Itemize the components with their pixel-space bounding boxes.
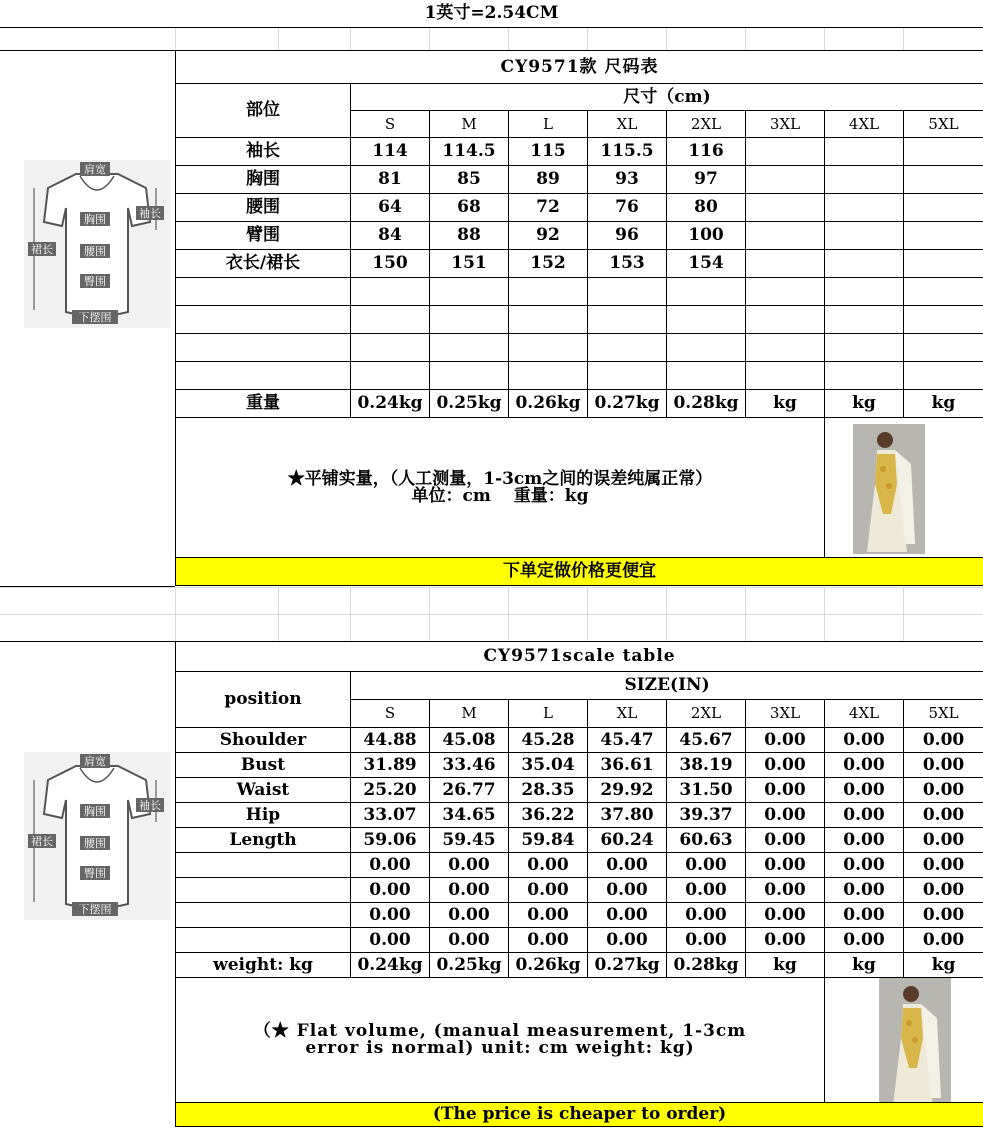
weight-cell: kg [904, 390, 983, 418]
row-label: 臂围 [176, 222, 351, 250]
table-cell: 153 [588, 250, 667, 278]
table-cell: 0.00 [509, 903, 588, 928]
table-cell: 0.00 [746, 828, 825, 853]
table-cell: 0.00 [825, 828, 904, 853]
table-cell [904, 194, 983, 222]
en-table-title: CY9571scale table [176, 642, 983, 672]
table-cell: 0.00 [746, 728, 825, 753]
empty-cell [746, 306, 825, 334]
table-row [176, 853, 983, 878]
table-cell: 0.00 [430, 903, 509, 928]
diagram-hip-label: 臀围 [84, 275, 106, 288]
size-header-cell: S [351, 700, 430, 728]
diagram-hem-label: 下摆围 [78, 903, 112, 916]
dress-measurement-diagram-en [24, 752, 170, 920]
cn-size-header: 尺寸（cm) [351, 84, 983, 111]
en-order-banner: (The price is cheaper to order) [176, 1103, 983, 1127]
table-cell: 60.24 [588, 828, 667, 853]
weight-cell: 0.24kg [351, 953, 430, 978]
table-cell: 0.00 [904, 878, 983, 903]
table-cell: 36.61 [588, 753, 667, 778]
table-cell: 0.00 [904, 753, 983, 778]
table-row [176, 166, 983, 194]
table-cell: 96 [588, 222, 667, 250]
table-cell: 81 [351, 166, 430, 194]
diagram-shoulder-label: 肩宽 [84, 163, 106, 176]
table-cell: 0.00 [825, 728, 904, 753]
diagram-shoulder-label: 肩宽 [84, 755, 106, 768]
table-cell: 0.00 [430, 878, 509, 903]
table-row [176, 803, 983, 828]
table-cell: 0.00 [667, 878, 746, 903]
cn-table-title: CY9571款 尺码表 [176, 51, 983, 84]
table-row [176, 728, 983, 753]
table-row [176, 222, 983, 250]
en-product-photo-cell [825, 978, 983, 1103]
weight-cell: kg [825, 953, 904, 978]
table-cell: 0.00 [746, 753, 825, 778]
row-label [176, 878, 351, 903]
diagram-skirt-label: 裙长 [31, 243, 53, 256]
empty-row [176, 362, 983, 390]
table-cell [904, 222, 983, 250]
weight-cell: 0.26kg [509, 390, 588, 418]
table-cell: 0.00 [509, 878, 588, 903]
table-cell: 0.00 [588, 853, 667, 878]
table-cell: 0.00 [825, 753, 904, 778]
table-cell [825, 138, 904, 166]
table-cell: 44.88 [351, 728, 430, 753]
table-cell [904, 166, 983, 194]
table-cell: 114 [351, 138, 430, 166]
cn-measurement-note [176, 418, 825, 558]
empty-cell [667, 362, 746, 390]
table-cell [904, 138, 983, 166]
empty-cell [351, 362, 430, 390]
empty-cell [430, 334, 509, 362]
table-cell: 0.00 [588, 903, 667, 928]
size-header-cell: 2XL [667, 700, 746, 728]
weight-cell: 0.24kg [351, 390, 430, 418]
table-cell: 114.5 [430, 138, 509, 166]
table-cell: 150 [351, 250, 430, 278]
table-cell: 26.77 [430, 778, 509, 803]
empty-cell [904, 278, 983, 306]
table-cell: 0.00 [509, 853, 588, 878]
cn-position-header: 部位 [176, 84, 351, 138]
table-cell: 0.00 [351, 853, 430, 878]
table-cell: 0.00 [904, 803, 983, 828]
empty-cell [509, 362, 588, 390]
table-cell: 0.00 [588, 878, 667, 903]
table-cell: 0.00 [825, 803, 904, 828]
table-cell: 0.00 [825, 928, 904, 953]
table-row [176, 753, 983, 778]
empty-cell [430, 278, 509, 306]
row-label: Shoulder [176, 728, 351, 753]
table-cell: 0.00 [825, 878, 904, 903]
empty-cell [351, 334, 430, 362]
table-row [176, 194, 983, 222]
weight-cell: 0.28kg [667, 953, 746, 978]
table-cell: 45.67 [667, 728, 746, 753]
empty-row [176, 334, 983, 362]
table-cell [825, 222, 904, 250]
table-cell: 36.22 [509, 803, 588, 828]
table-row [176, 138, 983, 166]
empty-cell [430, 306, 509, 334]
row-label: 袖长 [176, 138, 351, 166]
table-cell: 0.00 [667, 928, 746, 953]
table-cell [746, 138, 825, 166]
size-header-cell: 3XL [746, 111, 825, 138]
table-cell: 0.00 [351, 878, 430, 903]
size-header-cell: XL [588, 700, 667, 728]
empty-cell [509, 334, 588, 362]
dress-measurement-diagram [24, 160, 170, 328]
table-cell: 0.00 [351, 928, 430, 953]
table-cell: 31.89 [351, 753, 430, 778]
empty-cell [825, 306, 904, 334]
table-cell [825, 250, 904, 278]
en-note-line2: error is normal) unit: cm weight: kg) [305, 1038, 695, 1058]
table-cell: 0.00 [904, 928, 983, 953]
table-cell: 0.00 [667, 853, 746, 878]
table-cell [825, 166, 904, 194]
table-cell: 80 [667, 194, 746, 222]
row-label: Waist [176, 778, 351, 803]
table-cell: 115.5 [588, 138, 667, 166]
en-measurement-note [176, 978, 825, 1103]
table-cell: 0.00 [667, 903, 746, 928]
empty-cell [176, 306, 351, 334]
diagram-waist-label: 腰围 [84, 837, 106, 850]
table-cell: 34.65 [430, 803, 509, 828]
table-cell: 59.45 [430, 828, 509, 853]
table-cell: 72 [509, 194, 588, 222]
empty-cell [904, 334, 983, 362]
row-label: 胸围 [176, 166, 351, 194]
table-cell: 0.00 [825, 853, 904, 878]
empty-cell [746, 334, 825, 362]
diagram-chest-label: 胸围 [84, 805, 106, 818]
row-label: 腰围 [176, 194, 351, 222]
size-header-cell: S [351, 111, 430, 138]
table-cell: 37.80 [588, 803, 667, 828]
en-size-header: SIZE(IN) [351, 672, 983, 700]
table-cell: 39.37 [667, 803, 746, 828]
table-cell: 89 [509, 166, 588, 194]
weight-cell: 0.25kg [430, 953, 509, 978]
table-cell: 100 [667, 222, 746, 250]
size-header-cell: 3XL [746, 700, 825, 728]
weight-cell: 0.25kg [430, 390, 509, 418]
diagram-sleeve-label: 袖长 [139, 799, 161, 812]
row-label: Bust [176, 753, 351, 778]
weight-cell: 0.28kg [667, 390, 746, 418]
table-row [176, 778, 983, 803]
size-header-cell: 2XL [667, 111, 746, 138]
table-cell: 0.00 [904, 728, 983, 753]
table-cell: 33.07 [351, 803, 430, 828]
table-cell: 35.04 [509, 753, 588, 778]
empty-cell [588, 334, 667, 362]
empty-cell [746, 278, 825, 306]
cn-note-line1: ★平铺实量，（人工测量，1-3cm之间的误差纯属正常） [287, 468, 713, 489]
table-cell: 0.00 [904, 778, 983, 803]
table-row [176, 828, 983, 853]
table-cell: 0.00 [430, 928, 509, 953]
empty-cell [588, 278, 667, 306]
empty-cell [176, 362, 351, 390]
table-cell: 115 [509, 138, 588, 166]
empty-cell [825, 278, 904, 306]
row-label: Length [176, 828, 351, 853]
table-cell: 45.08 [430, 728, 509, 753]
table-cell: 84 [351, 222, 430, 250]
size-header-cell: 5XL [904, 111, 983, 138]
row-label [176, 928, 351, 953]
table-cell: 33.46 [430, 753, 509, 778]
product-photo [853, 424, 925, 554]
empty-row [176, 278, 983, 306]
en-position-header: position [176, 672, 351, 728]
table-cell: 68 [430, 194, 509, 222]
table-cell [746, 166, 825, 194]
diagram-hip-label: 臀围 [84, 867, 106, 880]
cn-product-photo-cell [825, 418, 983, 558]
weight-label: 重量 [176, 390, 351, 418]
row-label [176, 903, 351, 928]
size-header-cell: L [509, 700, 588, 728]
table-cell: 0.00 [746, 928, 825, 953]
table-cell: 64 [351, 194, 430, 222]
weight-cell: kg [746, 953, 825, 978]
size-header-cell: 4XL [825, 700, 904, 728]
empty-cell [588, 306, 667, 334]
table-row [176, 878, 983, 903]
weight-label: weight: kg [176, 953, 351, 978]
diagram-sleeve-label: 袖长 [139, 207, 161, 220]
cn-note-line2: 单位：cm 重量：kg [411, 485, 589, 506]
table-cell: 0.00 [746, 803, 825, 828]
empty-cell [746, 362, 825, 390]
table-cell: 0.00 [509, 928, 588, 953]
empty-cell [904, 306, 983, 334]
weight-cell: 0.26kg [509, 953, 588, 978]
table-cell: 97 [667, 166, 746, 194]
table-cell: 152 [509, 250, 588, 278]
empty-cell [588, 362, 667, 390]
cn-order-banner: 下单定做价格更便宜 [176, 558, 983, 586]
empty-cell [176, 278, 351, 306]
empty-cell [509, 306, 588, 334]
table-cell: 45.28 [509, 728, 588, 753]
table-cell: 85 [430, 166, 509, 194]
empty-cell [667, 306, 746, 334]
table-cell: 0.00 [825, 903, 904, 928]
table-cell [746, 194, 825, 222]
size-header-cell: L [509, 111, 588, 138]
size-header-cell: 4XL [825, 111, 904, 138]
empty-row [176, 306, 983, 334]
product-photo [879, 978, 951, 1103]
table-cell: 0.00 [746, 778, 825, 803]
table-cell: 59.84 [509, 828, 588, 853]
size-header-cell: 5XL [904, 700, 983, 728]
diagram-waist-label: 腰围 [84, 245, 106, 258]
cn-size-table [175, 50, 983, 586]
table-cell: 0.00 [746, 853, 825, 878]
unit-conversion-header: 1英寸=2.54CM [0, 0, 983, 28]
table-cell: 0.00 [430, 853, 509, 878]
empty-cell [904, 362, 983, 390]
diagram-hem-label: 下摆围 [78, 311, 112, 324]
empty-cell [667, 278, 746, 306]
empty-cell [825, 334, 904, 362]
table-cell: 0.00 [904, 853, 983, 878]
table-cell: 0.00 [588, 928, 667, 953]
table-cell: 0.00 [351, 903, 430, 928]
size-header-cell: M [430, 700, 509, 728]
table-cell: 29.92 [588, 778, 667, 803]
weight-cell: kg [746, 390, 825, 418]
weight-cell: kg [825, 390, 904, 418]
table-cell: 92 [509, 222, 588, 250]
weight-cell: kg [904, 953, 983, 978]
table-cell: 60.63 [667, 828, 746, 853]
empty-cell [176, 334, 351, 362]
diagram-chest-label: 胸围 [84, 213, 106, 226]
row-label: 衣长/裙长 [176, 250, 351, 278]
table-cell: 116 [667, 138, 746, 166]
table-cell: 28.35 [509, 778, 588, 803]
table-cell: 0.00 [746, 903, 825, 928]
empty-cell [351, 306, 430, 334]
table-cell: 0.00 [825, 778, 904, 803]
table-row [176, 250, 983, 278]
empty-cell [825, 362, 904, 390]
empty-cell [351, 278, 430, 306]
en-size-table [175, 641, 983, 1127]
table-cell: 151 [430, 250, 509, 278]
empty-cell [667, 334, 746, 362]
table-cell: 31.50 [667, 778, 746, 803]
en-note-line1: （★ Flat volume, (manual measurement, 1-3cm [253, 1021, 747, 1041]
diagram-skirt-label: 裙长 [31, 835, 53, 848]
table-cell: 59.06 [351, 828, 430, 853]
table-cell: 25.20 [351, 778, 430, 803]
table-cell: 154 [667, 250, 746, 278]
table-cell: 93 [588, 166, 667, 194]
row-label [176, 853, 351, 878]
size-header-cell: M [430, 111, 509, 138]
table-cell: 0.00 [746, 878, 825, 903]
weight-cell: 0.27kg [588, 953, 667, 978]
table-cell: 88 [430, 222, 509, 250]
empty-cell [509, 278, 588, 306]
table-cell [825, 194, 904, 222]
table-cell: 76 [588, 194, 667, 222]
table-cell: 0.00 [904, 828, 983, 853]
empty-cell [430, 362, 509, 390]
table-cell [746, 250, 825, 278]
table-cell [746, 222, 825, 250]
weight-cell: 0.27kg [588, 390, 667, 418]
table-row [176, 928, 983, 953]
table-cell: 45.47 [588, 728, 667, 753]
table-row [176, 903, 983, 928]
table-cell: 0.00 [904, 903, 983, 928]
table-cell [904, 250, 983, 278]
size-header-cell: XL [588, 111, 667, 138]
table-cell: 38.19 [667, 753, 746, 778]
row-label: Hip [176, 803, 351, 828]
